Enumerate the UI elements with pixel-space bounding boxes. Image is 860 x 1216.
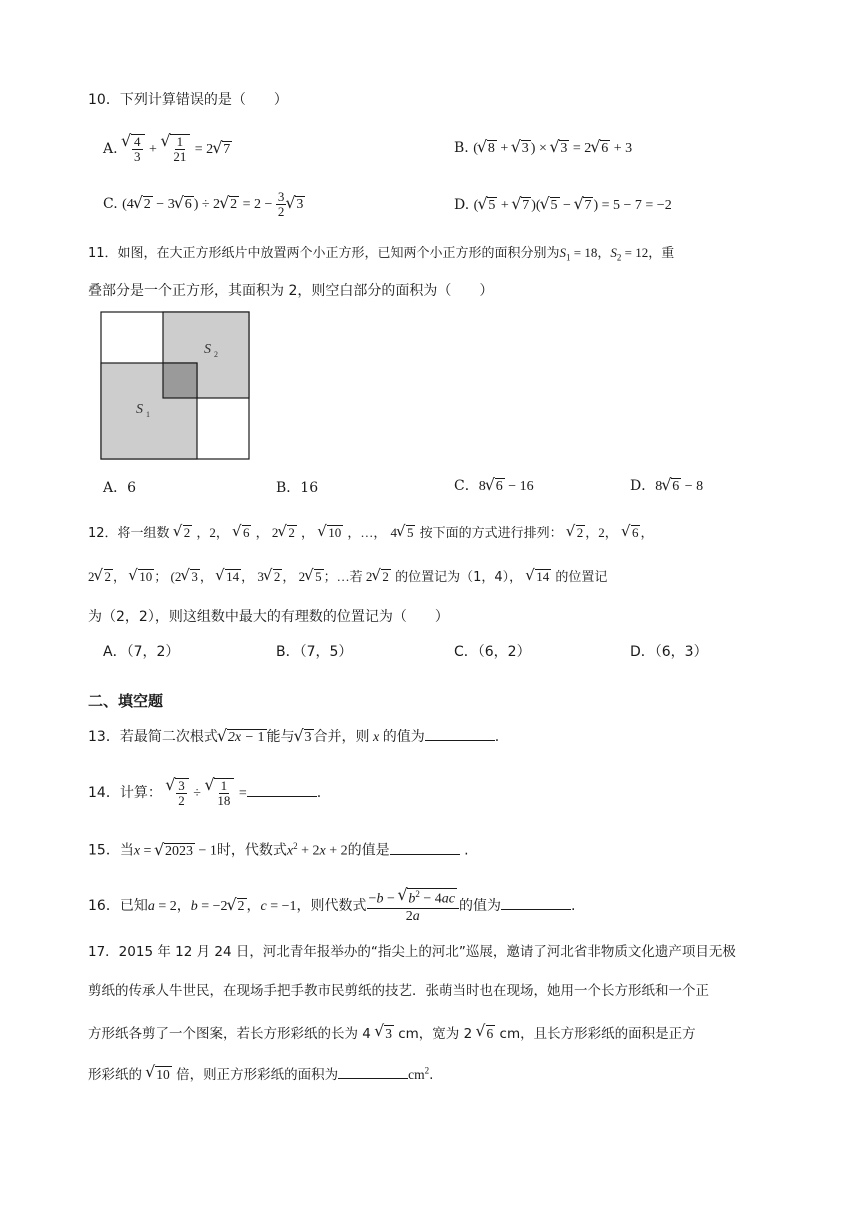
- overlapping-squares-figure: [100, 311, 252, 461]
- radical: √ 6: [242, 525, 252, 541]
- s2-subscript: 2: [214, 350, 218, 359]
- radical: √ 2: [273, 569, 283, 585]
- q15-line: 15．当x = √ 2023 − 1时，代数式$x^2 + 2x + 2$的值是 .: [88, 842, 469, 860]
- radical: √ 10: [138, 569, 154, 585]
- q10-stem: 10．下列计算错误的是（ ）: [88, 92, 288, 108]
- answer-blank[interactable]: [425, 740, 495, 741]
- radical: √ 7: [222, 141, 232, 158]
- stem-text: .: [316, 785, 322, 802]
- radical: √ $\frac{3}{2}$: [175, 778, 189, 807]
- stem-text: 的值是: [347, 842, 390, 859]
- radical: √ 7: [521, 197, 531, 214]
- radical: √ 3: [190, 569, 200, 585]
- radical: √ 3: [559, 140, 569, 157]
- s2-label: S: [204, 342, 211, 357]
- q10-option-d[interactable]: D. (√ 5 + √ 7 )(√ 5 − √ 7 ) = 5 − 7 = −2: [454, 197, 672, 214]
- unit-superscript: 2: [424, 1065, 430, 1076]
- radical: √ 2: [143, 196, 153, 213]
- q11-option-d[interactable]: D．8√ 6 − 8: [630, 478, 703, 495]
- s1-subscript: 1: [146, 410, 150, 419]
- radical: √ 2x − 1: [227, 729, 267, 746]
- radical: √ 3: [295, 196, 305, 213]
- stem-text: 的位置记为（1，4），: [395, 570, 523, 585]
- stem-text: 12．将一组数: [88, 526, 170, 541]
- s1-value: 18: [584, 245, 598, 260]
- answer-blank[interactable]: [247, 796, 317, 797]
- radical: √ 10: [327, 525, 343, 541]
- radical: √ 2: [576, 525, 586, 541]
- stem-text: 能与: [266, 729, 295, 745]
- stem-text: 合并，则: [313, 729, 370, 745]
- radical: √ 5: [406, 525, 416, 541]
- stem-text: ，重: [648, 246, 675, 261]
- stem-text: 时，代数式: [216, 842, 287, 859]
- section-title: 二、填空题: [88, 692, 164, 710]
- overlap-square: [163, 363, 197, 398]
- answer-blank[interactable]: [390, 854, 460, 855]
- option-label: D．: [630, 478, 656, 494]
- stem-text: 的值为: [382, 729, 425, 745]
- s2-value: 12: [635, 245, 649, 260]
- unit-text: cm: [408, 1067, 425, 1082]
- q12-line3: 为（2，2），则这组数中最大的有理数的位置记为（ ）: [88, 609, 449, 625]
- stem-text: 15．当: [88, 842, 134, 859]
- radical: √ 6: [495, 478, 505, 495]
- q10-option-c[interactable]: C. (4√ 2 − 3√ 6 ) ÷ 2√ 2 = 2 − $\frac{3}{2}$ √ 3: [103, 190, 305, 218]
- radical: √ 5: [550, 197, 560, 214]
- answer-blank[interactable]: [501, 909, 571, 910]
- stem-text: 倍，则正方形彩纸的面积为: [176, 1067, 339, 1083]
- stem-text: 方形纸各剪了一个图案，若长方形彩纸的长为 4: [88, 1026, 371, 1042]
- radical: √ 6: [600, 140, 610, 157]
- radical: √ 8: [487, 140, 497, 157]
- q17-line2: 剪纸的传承人牛世民，在现场手把手教市民剪纸的技艺．张萌当时也在现场，她用一个长方形纸和一个正: [88, 983, 709, 999]
- radical: √ 6: [486, 1025, 496, 1042]
- stem-text: 按下面的方式进行排列：: [419, 526, 563, 541]
- radical: √ $\frac{1}{18}$: [214, 778, 234, 807]
- radical: √ 2: [287, 525, 297, 541]
- radical: √ 2: [229, 196, 239, 213]
- radical: √ 7: [583, 197, 593, 214]
- q12-option-d[interactable]: D．（6，3）: [630, 644, 708, 660]
- q12-option-a[interactable]: A．（7，2）: [103, 644, 180, 660]
- stem-text: .: [494, 729, 500, 745]
- q16-line: 16．已知a = 2，b = −2√ 2 ，c = −1，则代数式 $\frac{-b - √ b^2 - 4ac}{2a}$ 的值为 .: [88, 888, 575, 924]
- radical: √ $\frac{4}{3}$: [131, 134, 145, 163]
- q17-line3: [88, 1025, 696, 1042]
- radical: √ 2: [381, 569, 391, 585]
- q11-option-c[interactable]: C．8√ 6 − 16: [454, 478, 534, 495]
- q12-option-b[interactable]: B．（7，5）: [276, 644, 353, 660]
- stem-text: .: [464, 842, 469, 859]
- q10-option-a[interactable]: A. √ $\frac{4}{3}$ + √ $\frac{1}{21}$ = 2√ 7: [103, 134, 232, 163]
- stem-text: cm，且长方形彩纸的面积是正方: [499, 1026, 696, 1042]
- radical: √ 2023: [164, 843, 195, 860]
- q17-line4: [88, 1066, 433, 1083]
- radical: √ 2: [104, 569, 114, 585]
- q12-line1: 12．将一组数 √ 2 ，2， √ 6 ， 2√ 2 ， √ 10 ，…， 4√ 5 按下面的方式进行排列： √ 2 ，2， √ 6 ，: [88, 525, 653, 541]
- q11-option-a[interactable]: A．6: [103, 480, 137, 496]
- radical: √ $\frac{1}{21}$: [170, 134, 190, 163]
- stem-text: cm，宽为 2: [398, 1026, 473, 1042]
- q10-option-b[interactable]: B. (√ 8 + √ 3 ) × √ 3 = 2√ 6 + 3: [454, 140, 632, 157]
- q11-stem-line1: 11．如图，在大正方形纸片中放置两个小正方形，已知两个小正方形的面积分别为$S_1 = 18$，$S_2 = 12$，重: [88, 245, 675, 263]
- stem-text: 形彩纸的: [88, 1067, 142, 1083]
- stem-text: ，则代数式: [296, 898, 367, 915]
- option-label: A.: [103, 141, 118, 158]
- answer-blank[interactable]: [338, 1078, 408, 1079]
- q14-line: 14．计算： √ $\frac{3}{2}$ ÷ √ $\frac{1}{18}$ = .: [88, 778, 321, 807]
- option-label: C.: [103, 196, 118, 213]
- stem-text: 的位置记: [555, 570, 608, 585]
- radical: √ 5: [487, 197, 497, 214]
- q17-line1: 17．2015 年 12 月 24 日，河北青年报举办的“指尖上的河北”巡展，邀请了河北省非物质文化遗产项目无极: [88, 944, 736, 960]
- radical: √ 14: [535, 569, 551, 585]
- stem-text: 14．计算：: [88, 785, 162, 802]
- radical: √ 3: [521, 140, 531, 157]
- radical: √ 3: [384, 1025, 394, 1042]
- s1-label: S: [136, 402, 143, 417]
- option-label: C．: [454, 478, 479, 494]
- radical: √ 3: [304, 729, 314, 746]
- option-label: B.: [454, 140, 469, 156]
- radical: √ 6: [184, 196, 194, 213]
- radical: √ 10: [155, 1066, 172, 1083]
- stem-text: .: [570, 898, 576, 915]
- radical: √ 6: [671, 478, 681, 495]
- q12-line2: 2√ 2 ， √ 10 ； (2√ 3 ， √ 14 ， 3√ 2 ， 2√ 5 ；…若 2√ 2 的位置记为（1，4）， √ 14 的位置记: [88, 569, 607, 585]
- radical: √ 2: [237, 898, 247, 915]
- radical: √ $b^2 - 4ac$: [407, 888, 457, 908]
- radical: √ 14: [225, 569, 241, 585]
- option-label: D.: [454, 197, 470, 213]
- radical: √ 2: [183, 525, 193, 541]
- stem-text: 的值为: [458, 898, 501, 915]
- q12-option-c[interactable]: C．（6，2）: [454, 644, 531, 660]
- radical: √ 5: [314, 569, 324, 585]
- stem-text: .: [429, 1067, 434, 1083]
- q11-stem-line2: 叠部分是一个正方形，其面积为 2，则空白部分的面积为（ ）: [88, 283, 494, 299]
- stem-text: 16．已知: [88, 898, 148, 915]
- q13-line: 13．若最简二次根式√ 2x − 1 能与√ 3 合并，则 x 的值为 .: [88, 729, 499, 746]
- stem-text: 11．如图，在大正方形纸片中放置两个小正方形，已知两个小正方形的面积分别为: [88, 246, 560, 261]
- stem-text: 13．若最简二次根式: [88, 729, 218, 745]
- radical: √ 6: [631, 525, 641, 541]
- q11-option-b[interactable]: B．16: [276, 480, 319, 496]
